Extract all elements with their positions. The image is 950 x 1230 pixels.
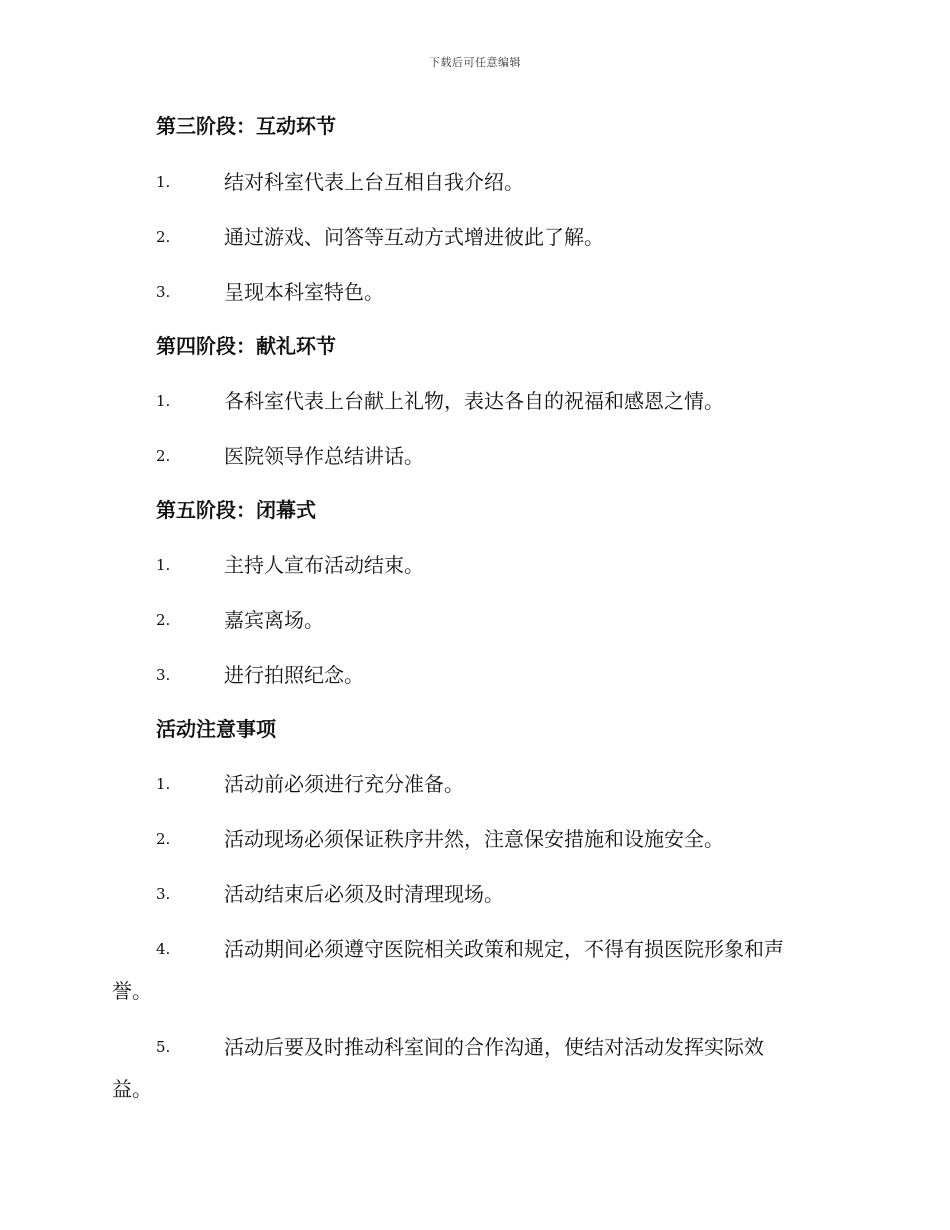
list-item (0, 441, 950, 471)
list-item-text: 结对科室代表上台互相自我介绍。 (224, 170, 524, 194)
list-item-number: 1. (156, 775, 171, 793)
list-item-text: 活动结束后必须及时清理现场。 (224, 882, 504, 906)
section-heading-stage-5: 第五阶段：闭幕式 (156, 498, 316, 522)
list-item (0, 879, 950, 909)
list-item (0, 605, 950, 635)
list-item-text: 嘉宾离场。 (224, 608, 324, 632)
list-item (0, 222, 950, 252)
list-item (0, 167, 950, 197)
list-item-number: 2. (156, 830, 171, 848)
list-item-text: 呈现本科室特色。 (224, 280, 384, 304)
list-item (0, 769, 950, 799)
list-item-text: 主持人宣布活动结束。 (224, 553, 424, 577)
list-item-number: 1. (156, 556, 171, 574)
section-heading-stage-4: 第四阶段：献礼环节 (156, 334, 336, 358)
list-item (0, 550, 950, 580)
list-item (0, 1032, 950, 1112)
section-heading-stage-3: 第三阶段：互动环节 (156, 114, 336, 138)
list-item-text: 进行拍照纪念。 (224, 663, 364, 687)
list-item (0, 660, 950, 690)
list-item-number: 1. (156, 173, 171, 191)
list-item-text-continuation: 誉。 (112, 979, 152, 1003)
list-item-text: 通过游戏、问答等互动方式增进彼此了解。 (224, 225, 604, 249)
list-item (0, 934, 950, 1014)
list-item-number: 3. (156, 666, 171, 684)
list-item-number: 3. (156, 885, 171, 903)
list-item-text: 活动现场必须保证秩序井然，注意保安措施和设施安全。 (224, 827, 724, 851)
list-item (0, 824, 950, 854)
list-item (0, 277, 950, 307)
list-item-number: 2. (156, 611, 171, 629)
section-heading-notes: 活动注意事项 (156, 717, 276, 741)
list-item-text: 各科室代表上台献上礼物，表达各自的祝福和感恩之情。 (224, 389, 724, 413)
list-item-number: 1. (156, 392, 171, 410)
list-item (0, 386, 950, 416)
list-item-text: 活动期间必须遵守医院相关政策和规定，不得有损医院形象和声 (224, 937, 784, 961)
list-item-number: 2. (156, 228, 171, 246)
list-item-text: 医院领导作总结讲话。 (224, 444, 424, 468)
list-item-text-continuation: 益。 (112, 1077, 152, 1101)
list-item-number: 2. (156, 447, 171, 465)
list-item-text: 活动前必须进行充分准备。 (224, 772, 464, 796)
list-item-number: 4. (156, 940, 171, 958)
page-header: 下载后可任意编辑 (429, 56, 521, 69)
list-item-text: 活动后要及时推动科室间的合作沟通，使结对活动发挥实际效 (224, 1035, 764, 1059)
list-item-number: 3. (156, 283, 171, 301)
list-item-number: 5. (156, 1038, 171, 1056)
